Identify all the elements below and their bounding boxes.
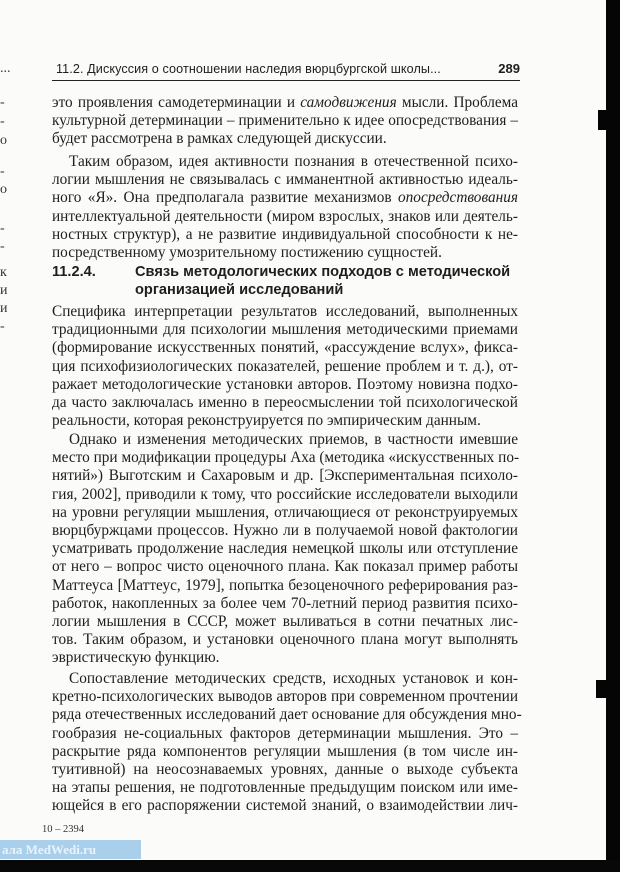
paragraph	[52, 94, 518, 149]
text-line: эвристическую функцию.	[52, 649, 220, 667]
text-line: ражает методологические установки авторов. Поэтому новизна подхо-	[52, 375, 518, 393]
margin-fragment: -	[0, 222, 5, 236]
text-line: ющейся в его распоряжении системой знаний, о взаимодействии лич-	[52, 797, 518, 815]
text-line: Маттеуса [Маттеус, 1979], попытка безоценочного реферирования раз-	[52, 576, 518, 594]
printer-signature-mark: 10 – 2394	[42, 824, 84, 835]
italic-term: опосредствования	[398, 189, 518, 207]
margin-fragment: ...	[0, 62, 11, 76]
paragraph	[52, 303, 518, 430]
section-number: 11.2.4.	[52, 264, 96, 280]
text-line: Специфика интерпретации результатов исследований, выполненных	[52, 303, 518, 320]
text-line: реальности, которая реконструируется по эмпирическим данным.	[52, 412, 481, 430]
text-line: кретно-психологических выводов авторов при современном прочтении	[52, 688, 518, 706]
running-head	[52, 60, 520, 81]
section-title-line: организацией исследований	[135, 282, 344, 298]
text-line: логии мышления не связывалась с имманентной активностью идеаль-	[52, 171, 518, 189]
paragraph	[52, 153, 518, 262]
text-line: логии мышления в СССР, может выливаться в сотни печатных лис-	[52, 612, 518, 630]
text-line: вюрцбуржцами процессов. Нужно ли в получаемой новой фактологии	[52, 521, 518, 539]
text-line: работок, накопленных за более чем 70-летний период развития психо-	[52, 594, 518, 612]
text-line: культурной детерминации – применительно к идее опосредствования –	[52, 112, 518, 130]
text-line: на уровни регуляции мышления, отличающиеся от реконструируемых	[52, 503, 518, 521]
text-line	[52, 94, 518, 112]
text-run: ного «Я». Она предполагала развитие механизмов	[52, 189, 398, 207]
margin-fragment: -	[0, 165, 5, 179]
scan-edge-bottom	[0, 860, 620, 872]
text-line: место при модификации процедуры Аха (методика «искусственных по-	[52, 449, 520, 467]
margin-fragment: и	[0, 302, 8, 316]
margin-fragment: -	[0, 240, 5, 254]
text-line: Однако и изменения методических приемов, в частности имевшие	[69, 431, 518, 448]
text-line	[52, 189, 518, 207]
watermark: ала MedWedi.ru	[0, 840, 141, 859]
margin-fragment: о	[0, 183, 7, 197]
text-line: Сопоставление методических средств, исходных установок и кон-	[69, 670, 518, 687]
running-head-title: 11.2. Дискуссия о соотношении наследия вюрцбургской школы...	[56, 62, 441, 76]
text-line: нятий») Выготским и Сахаровым и др. [Экспериментальная психоло-	[52, 467, 518, 485]
text-line: будет рассмотрена в рамках следующей дискуссии.	[52, 130, 387, 148]
text-line: раскрытие ряда компонентов регуляции мышления (в том числе ин-	[52, 742, 518, 760]
margin-fragment: о	[0, 134, 7, 148]
text-line: ряда отечественных исследований дает основание для обсуждения мно-	[52, 706, 522, 724]
section-heading	[52, 263, 518, 299]
scan-edge-notch	[596, 680, 610, 698]
text-line: ностных структур), а не развитие индивидуальной способности к не-	[52, 225, 518, 243]
text-line: да часто заключалась именно в переосмыслении той психологической	[52, 393, 518, 411]
scan-edge-notch	[598, 110, 610, 130]
paragraph	[52, 431, 518, 667]
text-line: ция психофизиологических показателей, решение проблем и т. д.), от-	[52, 357, 518, 375]
text-line: традиционными для психологии мышления методическими приемами	[52, 321, 518, 339]
italic-term: самодвижения	[300, 94, 397, 111]
scan-edge-right	[606, 0, 620, 872]
text-line: на этапы решения, не подготовленные предыдущим поиском или име-	[52, 779, 518, 797]
text-line: от него – вопрос чисто оценочного плана. Как показал пример работы	[52, 558, 518, 576]
text-line: посредственному умозрительному постижению сущностей.	[52, 243, 442, 261]
text-line: усматривать продолжение наследия немецкой школы или отступление	[52, 540, 518, 558]
text-run: мысли. Проблема	[396, 94, 519, 111]
section-title-line: Связь методологических подходов с методической	[135, 264, 511, 280]
margin-fragment: -	[0, 115, 5, 129]
margin-fragment: -	[0, 96, 5, 110]
paragraph	[52, 670, 522, 816]
text-line: интеллектуальной деятельности (миром взрослых, знаков или деятель-	[52, 207, 518, 225]
text-line: тов. Таким образом, и установки оценочного плана могут выполнять	[52, 631, 518, 649]
text-run: это проявления самодетерминации и	[52, 94, 301, 111]
margin-fragment: -	[0, 320, 5, 334]
text-line: гия, 2002], приводили к тому, что российские исследователи выходили	[52, 485, 518, 503]
text-line: (формирование искусственных понятий, «рассуждение вслух», фикса-	[52, 339, 518, 357]
page-number: 289	[498, 61, 520, 76]
text-line: туитивной) на неосознаваемых уровнях, данные о выходе субъекта	[52, 760, 518, 778]
margin-fragment: и	[0, 284, 8, 298]
text-line: гообразия не-социальных факторов детерминации мышления. Это –	[52, 724, 518, 742]
text-line: Таким образом, идея активности познания в отечественной психо-	[69, 153, 518, 170]
margin-fragment: к	[0, 266, 7, 280]
